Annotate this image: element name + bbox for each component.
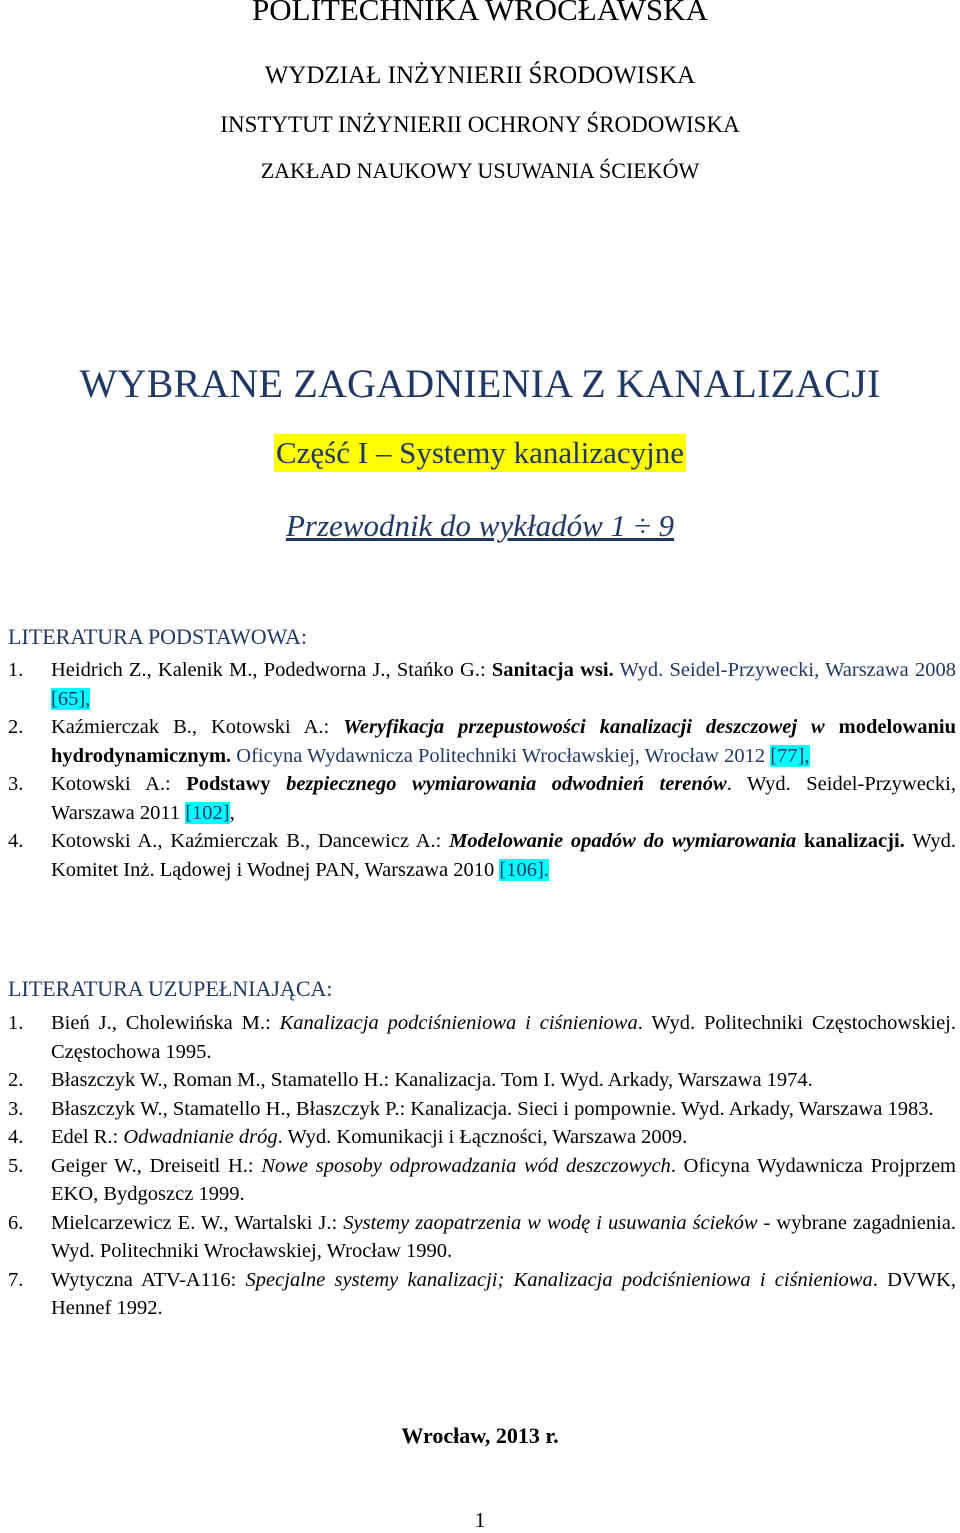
document-title: WYBRANE ZAGADNIENIA Z KANALIZACJI: [79, 361, 881, 406]
item-title-bold: kanalizacji.: [796, 830, 905, 852]
list-item: [8, 770, 956, 827]
item-text: [51, 1123, 956, 1152]
item-publisher: . Wyd. Komunikacji i Łączności, Warszawa 2009.: [277, 1126, 688, 1148]
item-authors: Geiger W., Dreiseitl H.:: [51, 1154, 262, 1177]
item-number: 3.: [8, 773, 24, 795]
list-item: [8, 1152, 956, 1209]
item-title-bold: modelowaniu hydrodynamicznym.: [51, 716, 957, 767]
item-title: Specjalne systemy kanalizacji; Kanalizacja podciśnieniowa i ciśnieniowa: [245, 1268, 873, 1291]
item-authors: Heidrich Z., Kalenik M., Podedworna J., Stańko G.:: [51, 659, 492, 681]
item-title-italic: Weryfikacja przepustowości kanalizacji deszczowej w: [343, 716, 825, 738]
list-item: [8, 1095, 956, 1124]
item-number: 2.: [8, 1069, 24, 1091]
item-authors: Kotowski A., Kaźmierczak B., Dancewicz A.:: [51, 830, 450, 852]
item-number: 6.: [8, 1211, 24, 1234]
item-reference: [102]: [185, 801, 230, 824]
item-reference: [65],: [51, 687, 91, 710]
item-publisher: . Wyd. Politechniki Częstochowskiej. Częstochowa 1995.: [51, 1012, 956, 1063]
item-publisher: . Tom I. Wyd. Arkady, Warszawa 1974.: [491, 1069, 813, 1091]
item-publisher: Wyd. Seidel-Przywecki, Warszawa 2008: [613, 659, 956, 681]
list-item: [8, 1009, 956, 1066]
item-authors: Bień J., Cholewińska M.:: [51, 1012, 280, 1034]
item-text: [51, 1209, 956, 1266]
part-heading: Część I – Systemy kanalizacyjne: [275, 435, 685, 470]
item-authors: Mielcarzewicz E. W., Wartalski J.:: [51, 1211, 344, 1234]
item-authors: Wytyczna ATV-A116:: [51, 1268, 246, 1291]
item-tail: ,: [229, 801, 235, 824]
basic-literature-heading: LITERATURA PODSTAWOWA:: [8, 624, 307, 649]
item-title-italic: bezpiecznego wymiarowania odwodnień terenów: [286, 773, 727, 795]
item-number: 2.: [8, 716, 24, 738]
item-text: [51, 1152, 956, 1209]
item-authors: Błaszczyk W., Stamatello H., Błaszczyk P.:: [51, 1097, 411, 1120]
extra-literature-heading: LITERATURA UZUPEŁNIAJĄCA:: [8, 976, 333, 1001]
list-item: [8, 827, 956, 884]
item-authors: Kotowski A.:: [51, 773, 187, 795]
basic-literature-list: [8, 656, 956, 884]
guide-subtitle: Przewodnik do wykładów 1 ÷ 9: [285, 508, 675, 543]
item-publisher: . Wyd. Seidel-Przywecki, Warszawa 2011: [51, 773, 956, 824]
item-text: [51, 1009, 956, 1066]
item-text: [51, 770, 956, 827]
item-text: [51, 656, 956, 713]
item-authors: Edel R.:: [51, 1126, 124, 1148]
university-name: POLITECHNIKA WROCŁAWSKA: [252, 0, 708, 27]
item-number: 5.: [8, 1154, 24, 1177]
item-title-italic: Modelowanie opadów do wymiarowania: [449, 830, 797, 852]
list-item: [8, 1209, 956, 1266]
list-item: [8, 1266, 956, 1323]
item-publisher: . Oficyna Wydawnicza Projprzem EKO, Bydgoszcz 1999.: [51, 1154, 956, 1205]
part-heading-wrapper: [0, 434, 960, 472]
item-publisher: . DVWK, Hennef 1992.: [51, 1268, 956, 1319]
item-text: [51, 1095, 956, 1124]
item-number: 7.: [8, 1268, 24, 1291]
item-publisher: Oficyna Wydawnicza Politechniki Wrocławskiej, Wrocław 2012: [231, 744, 771, 767]
list-item: [8, 1123, 956, 1152]
item-publisher: Wyd. Komitet Inż. Lądowej i Wodnej PAN, Warszawa 2010: [51, 830, 956, 881]
list-item: [8, 656, 956, 713]
page-number: 1: [474, 1508, 486, 1532]
item-title: Kanalizacja: [410, 1097, 507, 1120]
item-authors: Kaźmierczak B., Kotowski A.:: [51, 716, 344, 738]
item-publisher: . Sieci i pompownie. Wyd. Arkady, Warszawa 1983.: [507, 1097, 934, 1120]
item-text: [51, 827, 956, 884]
item-title: Kanalizacja: [394, 1069, 492, 1091]
item-number: 4.: [8, 1126, 24, 1148]
item-title: Kanalizacja podciśnieniowa i ciśnieniowa: [279, 1012, 638, 1034]
item-number: 4.: [8, 830, 24, 852]
item-title: Sanitacja wsi.: [491, 659, 614, 681]
item-number: 1.: [8, 659, 24, 681]
item-number: 3.: [8, 1097, 24, 1120]
item-title: Nowe sposoby odprowadzania wód deszczowych: [261, 1154, 671, 1177]
item-publisher: wybrane zagadnienia. Wyd. Politechniki Wrocławskiej, Wrocław 1990.: [51, 1211, 957, 1262]
item-title-bold: Podstawy: [186, 773, 287, 795]
item-title: Odwadnianie dróg: [123, 1126, 278, 1148]
item-number: 1.: [8, 1012, 24, 1034]
faculty-name: WYDZIAŁ INŻYNIERII ŚRODOWISKA: [264, 62, 696, 89]
list-item: [8, 1066, 956, 1095]
extra-literature-list: [8, 1009, 956, 1323]
place-and-date: Wrocław, 2013 r.: [401, 1423, 559, 1448]
item-reference: [106].: [499, 858, 549, 881]
item-reference: [77],: [770, 744, 810, 767]
item-text: [51, 1066, 956, 1095]
list-item: [8, 713, 956, 770]
department-name: ZAKŁAD NAUKOWY USUWANIA ŚCIEKÓW: [260, 158, 700, 183]
item-text: [51, 1266, 956, 1323]
item-title: Systemy zaopatrzenia w wodę i usuwania ścieków -: [343, 1211, 771, 1234]
item-authors: Błaszczyk W., Roman M., Stamatello H.:: [51, 1069, 395, 1091]
item-text: [51, 713, 956, 770]
institute-name: INSTYTUT INŻYNIERII OCHRONY ŚRODOWISKA: [220, 112, 740, 137]
